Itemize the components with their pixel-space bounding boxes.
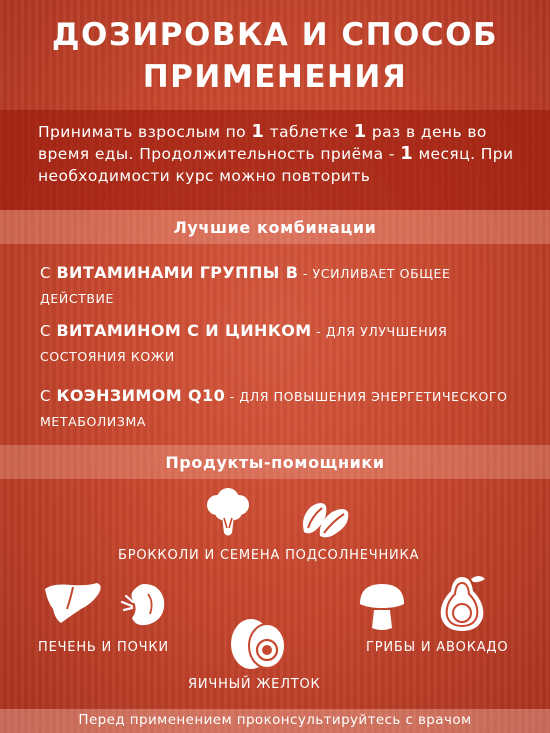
combination-name: КОЭНЗИМОМ Q10	[56, 386, 226, 405]
combination-item	[40, 318, 520, 369]
dosage-tablet-count: 1	[251, 121, 265, 142]
combination-lead: С	[40, 322, 57, 340]
dosage-month-count: 1	[400, 143, 414, 164]
combination-effect: - ДЛЯ ПОВЫШЕНИЯ ЭНЕРГЕТИЧЕСКОГО МЕТАБОЛИЗМА	[40, 389, 508, 429]
liver-icon	[43, 581, 103, 625]
products-heading: Продукты-помощники	[0, 445, 550, 479]
combination-name: ВИТАМИНОМ С И ЦИНКОМ	[56, 321, 312, 340]
combination-lead: С	[40, 387, 57, 405]
dosage-part-4: месяц. При необходимости курс можно повторить	[38, 145, 514, 185]
broccoli-icon	[203, 488, 253, 540]
combination-item	[40, 383, 520, 434]
kidney-icon	[118, 580, 168, 630]
combination-effect: - ДЛЯ УЛУЧШЕНИЯ СОСТОЯНИЯ КОЖИ	[40, 324, 448, 364]
combination-lead: С	[40, 264, 57, 282]
combination-name: ВИТАМИНАМИ ГРУППЫ В	[56, 263, 299, 282]
title-line-1: ДОЗИРОВКА И СПОСОБ	[51, 17, 499, 53]
egg-yolk-label: ЯИЧНЫЙ ЖЕЛТОК	[188, 677, 321, 692]
page-title	[0, 14, 550, 98]
combination-effect: - УСИЛИВАЕТ ОБЩЕЕ ДЕЙСТВИЕ	[40, 266, 451, 306]
mushroom-icon	[356, 580, 408, 632]
dosage-text	[38, 121, 528, 187]
liver-kidneys-label: ПЕЧЕНЬ И ПОЧКИ	[38, 640, 169, 655]
dosage-times-count: 1	[353, 121, 367, 142]
dosage-part-3: раз в день во время еды. Продолжительность приёма -	[38, 123, 487, 163]
broccoli-seeds-label: БРОККОЛИ И СЕМЕНА ПОДСОЛНЕЧНИКА	[118, 548, 420, 563]
combinations-heading: Лучшие комбинации	[0, 210, 550, 244]
dosage-part-2: таблетке	[264, 123, 354, 141]
doctor-consultation-note: Перед применением проконсультируйтесь с врачом	[0, 709, 550, 733]
avocado-icon	[435, 573, 489, 635]
dosage-part-1: Принимать взрослым по	[38, 123, 252, 141]
sunflower-seeds-icon	[296, 494, 354, 544]
mushrooms-avocado-label: ГРИБЫ И АВОКАДО	[366, 640, 509, 655]
title-line-2: ПРИМЕНЕНИЯ	[142, 59, 408, 95]
combination-item	[40, 260, 520, 311]
egg-icon	[225, 608, 289, 672]
